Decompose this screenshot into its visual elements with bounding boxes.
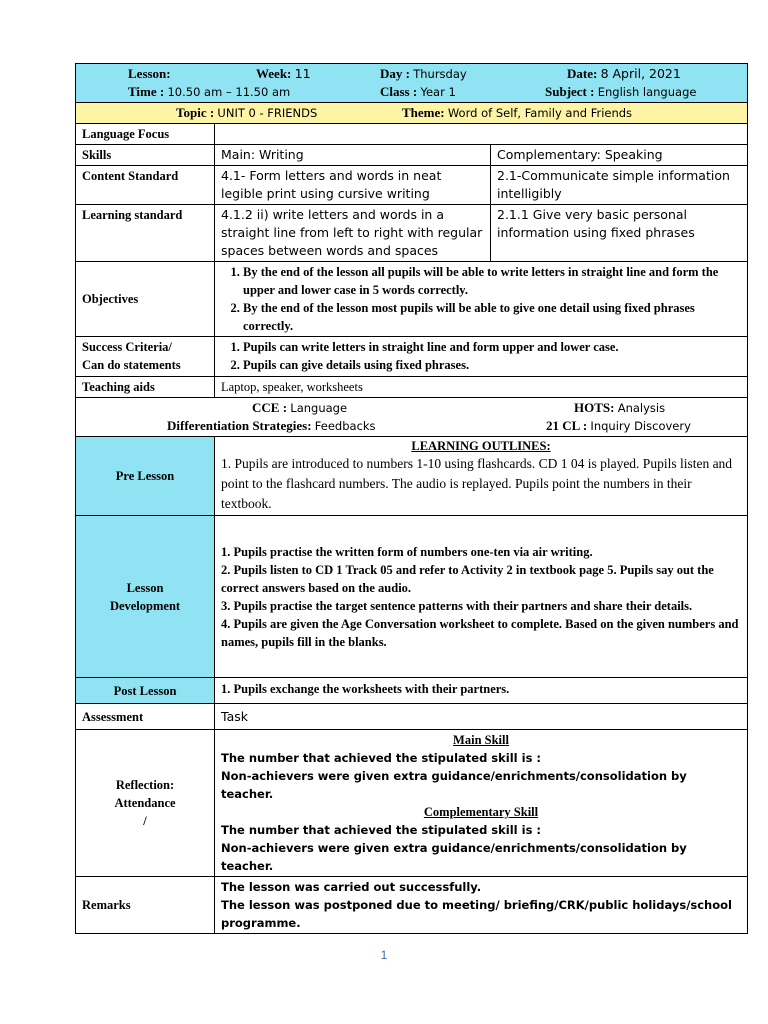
day-label: Day : bbox=[380, 66, 410, 81]
date-value: 8 April, 2021 bbox=[600, 66, 681, 81]
date-label: Date: bbox=[567, 66, 598, 81]
learning-standard-main: 4.1.2 ii) write letters and words in a straight line from left to right with regular spaces between words and spaces bbox=[215, 205, 491, 262]
header-line-1 bbox=[82, 65, 741, 83]
cce-value: Language bbox=[290, 401, 348, 415]
success-criteria-label bbox=[76, 337, 215, 377]
hots-label: HOTS: bbox=[574, 400, 615, 415]
lesson-plan-table bbox=[75, 63, 748, 934]
skills-label: Skills bbox=[76, 145, 215, 166]
reflection-label-line2: Attendance bbox=[114, 796, 176, 810]
remarks-line1: The lesson was carried out successfully. bbox=[221, 880, 482, 894]
week-label: Week: bbox=[256, 66, 292, 81]
week-value: 11 bbox=[294, 66, 311, 81]
main-skill-line2: Non-achievers were given extra guidance/enrichments/consolidation by teacher. bbox=[221, 769, 687, 801]
complementary-skill-heading: Complementary Skill bbox=[423, 805, 539, 819]
learning-standard-complementary: 2.1.1 Give very basic personal information using fixed phrases bbox=[491, 205, 748, 262]
learning-standard-label: Learning standard bbox=[76, 205, 215, 262]
objectives-list bbox=[217, 263, 741, 335]
remarks-line2: The lesson was postponed due to meeting/ briefing/CRK/public holidays/school programme. bbox=[221, 898, 732, 930]
lesson-development-label-line1: Lesson bbox=[126, 580, 164, 595]
topic-line bbox=[82, 104, 741, 122]
reflection-label bbox=[76, 730, 215, 877]
pre-lesson-cell bbox=[215, 437, 748, 516]
success-criteria-cell bbox=[215, 337, 748, 377]
learning-outlines-heading: LEARNING OUTLINES: bbox=[411, 439, 551, 453]
main-skill-line1: The number that achieved the stipulated skill is : bbox=[221, 751, 542, 765]
day-value: Thursday bbox=[413, 67, 467, 81]
lesson-development-item: 4. Pupils are given the Age Conversation worksheet to complete. Based on the given numbers and names, pupils fill in the blanks. bbox=[221, 616, 739, 649]
theme-value: Word of Self, Family and Friends bbox=[447, 106, 633, 120]
success-criteria-label-line1: Success Criteria/ bbox=[82, 340, 172, 354]
skills-main: Main: Writing bbox=[215, 145, 491, 166]
cce-cell bbox=[76, 398, 748, 437]
time-value: 10.50 am – 11.50 am bbox=[167, 85, 291, 99]
assessment-label: Assessment bbox=[76, 704, 215, 730]
post-lesson-label: Post Lesson bbox=[76, 678, 215, 704]
class-value: Year 1 bbox=[420, 85, 456, 99]
teaching-aids-value: Laptop, speaker, worksheets bbox=[215, 377, 748, 398]
cce-line bbox=[82, 399, 741, 417]
lesson-label: Lesson: bbox=[128, 66, 171, 81]
success-criteria-list bbox=[217, 338, 741, 374]
hots-value: Analysis bbox=[617, 401, 666, 415]
topic-value: UNIT 0 - FRIENDS bbox=[217, 106, 318, 120]
header-line-2 bbox=[82, 83, 741, 101]
success-criteria-item: 1. Pupils can write letters in straight line and form upper and lower case. bbox=[243, 338, 741, 356]
lesson-development-item: 3. Pupils practise the target sentence patterns with their partners and share their details. bbox=[221, 598, 693, 613]
lesson-development-label bbox=[76, 516, 215, 678]
language-focus-value bbox=[215, 124, 748, 145]
class-label: Class : bbox=[380, 84, 418, 99]
language-focus-label: Language Focus bbox=[76, 124, 215, 145]
diff-label: Differentiation Strategies: bbox=[167, 418, 312, 433]
header-cell bbox=[76, 64, 748, 103]
objectives-cell bbox=[215, 262, 748, 337]
subject-label: Subject : bbox=[545, 84, 595, 99]
lesson-development-label-line2: Development bbox=[109, 598, 181, 613]
diff-line bbox=[82, 417, 741, 435]
time-label: Time : bbox=[128, 84, 165, 99]
main-skill-heading: Main Skill bbox=[453, 733, 509, 747]
reflection-cell bbox=[215, 730, 748, 877]
diff-value: Feedbacks bbox=[314, 419, 376, 433]
objectives-label: Objectives bbox=[76, 262, 215, 337]
topic-label: Topic : bbox=[176, 105, 215, 120]
success-criteria-item: 2. Pupils can give details using fixed phrases. bbox=[243, 356, 741, 374]
remarks-label: Remarks bbox=[76, 877, 215, 934]
remarks-cell bbox=[215, 877, 748, 934]
lesson-development-item: 2. Pupils listen to CD 1 Track 05 and refer to Activity 2 in textbook page 5. Pupils say out the correct answers based on the audio. bbox=[221, 562, 714, 595]
page-number: 1 bbox=[380, 948, 388, 962]
cce-label: CCE : bbox=[252, 400, 288, 415]
reflection-label-line1: Reflection: bbox=[115, 778, 175, 792]
objective-item: 2. By the end of the lesson most pupils will be able to give one detail using fixed phrases correctly. bbox=[243, 299, 741, 335]
skills-complementary: Complementary: Speaking bbox=[491, 145, 748, 166]
pre-lesson-label: Pre Lesson bbox=[76, 437, 215, 516]
subject-value: English language bbox=[597, 85, 697, 99]
reflection-label-line3: / bbox=[143, 814, 147, 828]
content-standard-label: Content Standard bbox=[76, 166, 215, 205]
lesson-development-item: 1. Pupils practise the written form of numbers one-ten via air writing. bbox=[221, 544, 593, 559]
content-standard-complementary: 2.1-Communicate simple information intelligibly bbox=[491, 166, 748, 205]
objective-item: 1. By the end of the lesson all pupils will be able to write letters in straight line and form the upper and lower case in 5 words correctly. bbox=[243, 263, 741, 299]
post-lesson-text: 1. Pupils exchange the worksheets with their partners. bbox=[215, 678, 748, 704]
complementary-skill-line2: Non-achievers were given extra guidance/enrichments/consolidation by teacher. bbox=[221, 841, 687, 873]
complementary-skill-line1: The number that achieved the stipulated skill is : bbox=[221, 823, 542, 837]
pre-lesson-text: 1. Pupils are introduced to numbers 1-10 using flashcards. CD 1 04 is played. Pupils listen and point to the flashcard numbers. The audio is replayed. Pupils point the numbers in their textbook. bbox=[221, 456, 733, 511]
success-criteria-label-line2: Can do statements bbox=[82, 358, 181, 372]
cl-label: 21 CL : bbox=[546, 418, 588, 433]
cl-value: Inquiry Discovery bbox=[590, 419, 691, 433]
theme-label: Theme: bbox=[402, 105, 445, 120]
content-standard-main: 4.1- Form letters and words in neat legible print using cursive writing bbox=[215, 166, 491, 205]
teaching-aids-label: Teaching aids bbox=[76, 377, 215, 398]
assessment-value: Task bbox=[215, 704, 748, 730]
topic-cell bbox=[76, 103, 748, 124]
lesson-development-cell bbox=[215, 516, 748, 678]
